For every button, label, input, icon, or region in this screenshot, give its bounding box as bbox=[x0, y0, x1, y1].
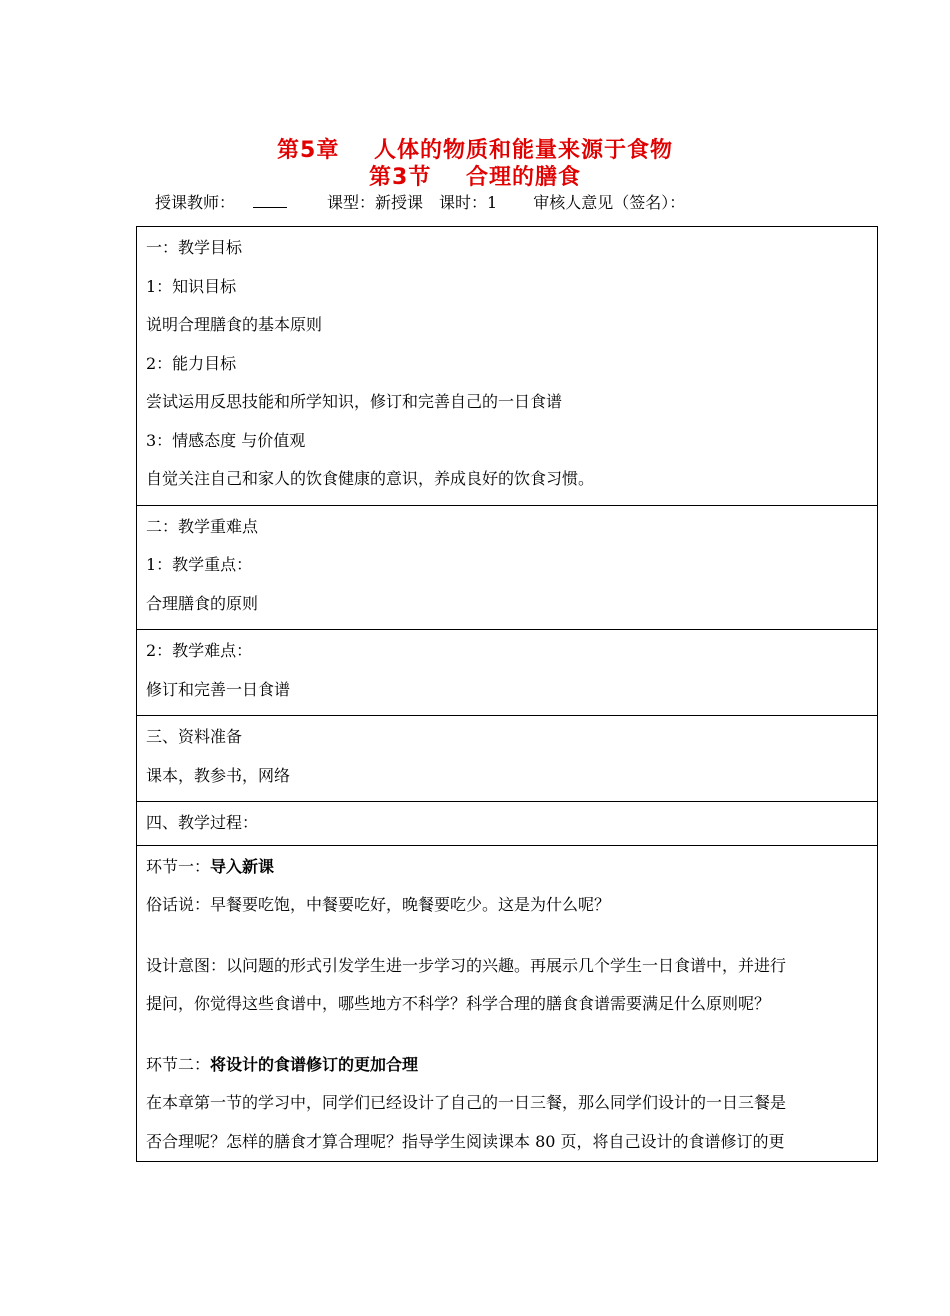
step1-prefix: 环节一： bbox=[146, 856, 211, 876]
section-title: 第3节 合理的膳食 bbox=[369, 165, 581, 190]
materials-heading: 三、资料准备 bbox=[146, 727, 243, 746]
teacher-label: 授课教师： bbox=[155, 193, 236, 212]
step2-heading bbox=[146, 1046, 868, 1085]
difficulty-label: 2：教学难点： bbox=[146, 641, 253, 660]
process-cell bbox=[137, 802, 878, 846]
goals-cell bbox=[137, 227, 878, 506]
process-row bbox=[137, 802, 878, 846]
lesson-plan-table bbox=[136, 226, 878, 1162]
emotion-goal-label: 3：情感态度 与价值观 bbox=[146, 430, 306, 450]
key-points-heading: 二：教学重难点 bbox=[146, 516, 259, 536]
design-intent-line2: 提问，你觉得这些食谱中，哪些地方不科学？科学合理的膳食食谱需要满足什么原则呢？ bbox=[146, 994, 771, 1013]
spacer bbox=[146, 1024, 868, 1046]
step2-text-line2: 否合理呢？怎样的膳食才算合理呢？指导学生阅读课本 80 页，将自己设计的食谱修订的更 bbox=[146, 1131, 785, 1151]
knowledge-goal-label: 1：知识目标 bbox=[146, 276, 237, 296]
knowledge-goal-text: 说明合理膳食的基本原则 bbox=[146, 315, 323, 334]
review-signature: 审核人意见（签名）： bbox=[533, 193, 686, 212]
spacer bbox=[146, 925, 868, 947]
teacher-blank bbox=[253, 193, 287, 208]
step1-text: 俗话说：早餐要吃饱，中餐要吃好，晚餐要吃少。这是为什么呢？ bbox=[146, 895, 611, 914]
materials-row bbox=[137, 716, 878, 802]
key-points-cell bbox=[137, 505, 878, 630]
emotion-goal-text: 自觉关注自己和家人的饮食健康的意识，养成良好的饮食习惯。 bbox=[146, 469, 595, 488]
materials-text: 课本，教参书，网络 bbox=[146, 765, 291, 785]
difficulty-cell bbox=[137, 630, 878, 716]
focus-text: 合理膳食的原则 bbox=[146, 593, 259, 613]
lesson-type: 课型：新授课 bbox=[327, 193, 424, 212]
chapter-title: 第5章 人体的物质和能量来源于食物 bbox=[277, 138, 673, 163]
step2-text-line1: 在本章第一节的学习中，同学们已经设计了自己的一日三餐，那么同学们设计的一日三餐是 bbox=[146, 1093, 787, 1112]
process-heading: 四、教学过程： bbox=[146, 813, 259, 832]
materials-cell bbox=[137, 716, 878, 802]
step1-heading bbox=[146, 848, 868, 887]
difficulty-row bbox=[137, 630, 878, 716]
difficulty-text: 修订和完善一日食谱 bbox=[146, 679, 291, 699]
ability-goal-label: 2：能力目标 bbox=[146, 353, 237, 373]
goals-heading: 一：教学目标 bbox=[146, 238, 243, 257]
goals-row bbox=[137, 227, 878, 506]
steps-row bbox=[137, 845, 878, 1162]
step2-title: 将设计的食谱修订的更加合理 bbox=[210, 1054, 419, 1074]
lesson-meta bbox=[155, 190, 685, 213]
ability-goal-text: 尝试运用反思技能和所学知识，修订和完善自己的一日食谱 bbox=[146, 392, 563, 411]
focus-label: 1：教学重点： bbox=[146, 555, 253, 574]
design-intent-line1: 设计意图：以问题的形式引发学生进一步学习的兴趣。再展示几个学生一日食谱中，并进行 bbox=[146, 955, 787, 975]
steps-cell bbox=[137, 845, 878, 1162]
step2-prefix: 环节二： bbox=[146, 1054, 211, 1074]
key-points-row bbox=[137, 505, 878, 630]
lesson-periods: 课时：1 bbox=[439, 193, 498, 212]
step1-title: 导入新课 bbox=[210, 856, 275, 876]
